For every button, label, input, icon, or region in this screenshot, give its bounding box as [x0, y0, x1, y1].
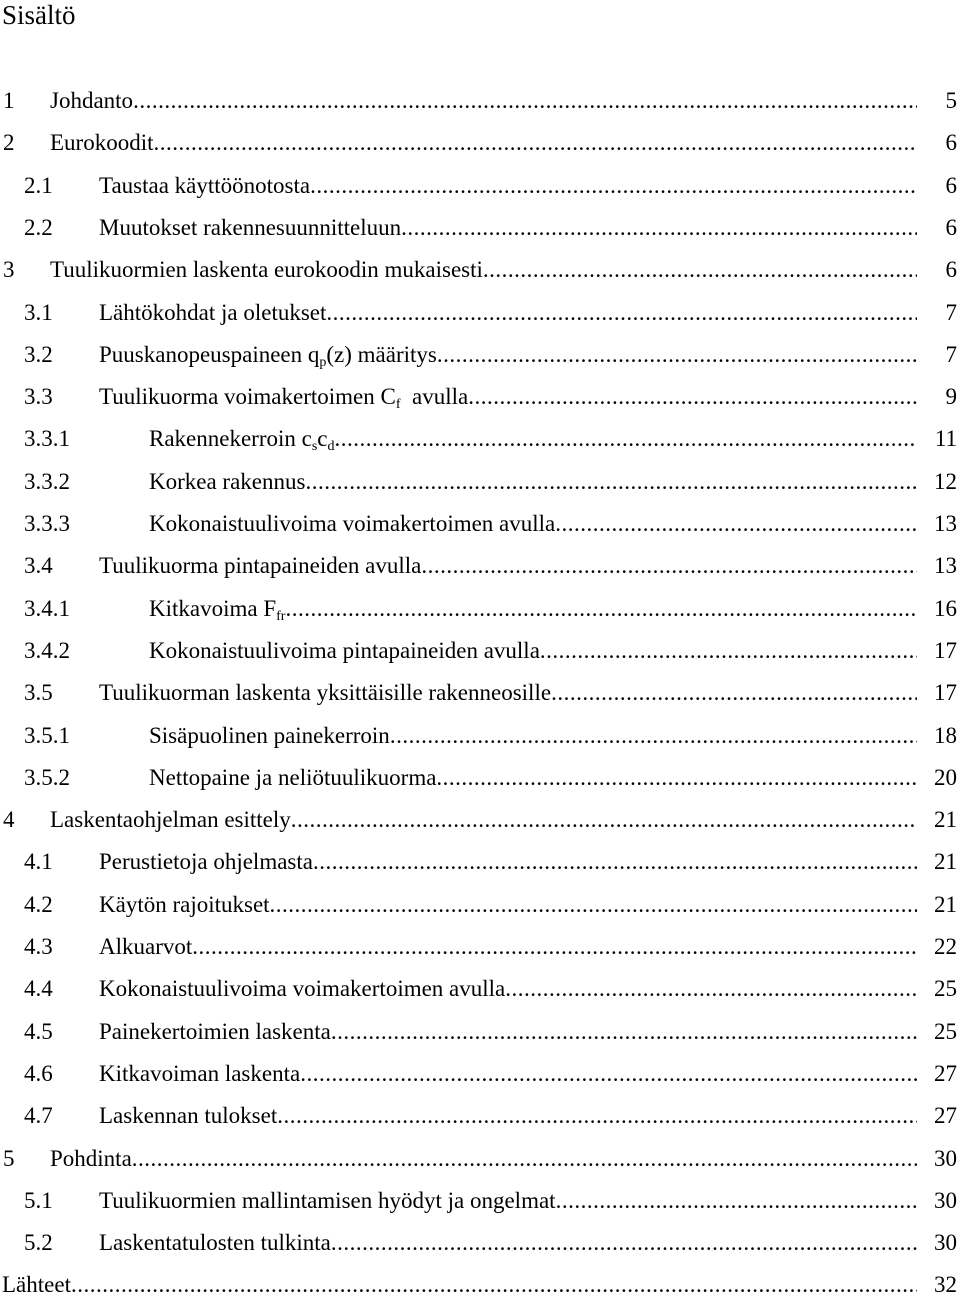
toc-entry-number: 3.3.1 [24, 426, 70, 451]
toc-entry-title-part: Rakennekerroin c [149, 426, 312, 451]
toc-entry[interactable] [0, 974, 957, 1004]
toc-entry-number: 3.4.1 [24, 596, 70, 621]
toc-entry-page-number: 21 [932, 890, 957, 920]
toc-entry-page-number: 25 [932, 974, 957, 1004]
toc-entry-page-number: 17 [932, 678, 957, 708]
toc-entry-number: 3 [3, 257, 15, 282]
toc-entry[interactable] [0, 255, 957, 285]
toc-entry[interactable] [0, 1059, 957, 1089]
toc-entry[interactable] [0, 1270, 957, 1300]
toc-entry-title: Nettopaine ja neliötuulikuorma ..... [149, 763, 917, 793]
toc-entry-title-part: c [317, 426, 328, 451]
toc-entry-number: 4.7 [24, 1103, 53, 1128]
toc-entry-title-subscript: s [311, 439, 318, 454]
toc-entry-number: 4.5 [24, 1019, 53, 1044]
toc-entry-title: Korkea rakennus ..... [149, 467, 917, 497]
toc-entry[interactable] [0, 721, 957, 751]
toc-entry-page-number: 16 [932, 594, 957, 624]
toc-entry-title: Kokonaistuulivoima voimakertoimen avulla ..... [149, 509, 917, 539]
toc-entry[interactable] [0, 551, 957, 581]
toc-entry-title: Laskennan tulokset ..... [99, 1101, 917, 1131]
toc-entry-title: Tuulikuormien mallintamisen hyödyt ja ongelmat ..... [99, 1186, 917, 1216]
toc-entry-title [99, 382, 917, 412]
toc-entry-number: 3.5.2 [24, 765, 70, 790]
toc-entry[interactable] [0, 424, 957, 454]
toc-entry-title: Käytön rajoitukset ..... [99, 890, 917, 920]
toc-entry-page-number: 25 [932, 1017, 957, 1047]
toc-entry-number: 2.1 [24, 173, 53, 198]
toc-entry-number: 3.3 [24, 384, 53, 409]
toc-entry-number: 3.4.2 [24, 638, 70, 663]
toc-entry-number: 2 [3, 130, 15, 155]
toc-entry-title: Tuulikuorman laskenta yksittäisille rakenneosille ..... [99, 678, 917, 708]
toc-entry-page-number: 22 [932, 932, 957, 962]
toc-entry-page-number: 7 [944, 298, 958, 328]
toc-entry-page-number: 30 [932, 1144, 957, 1174]
toc-entry-title: Taustaa käyttöönotosta ..... [99, 171, 917, 201]
toc-entry[interactable] [0, 382, 957, 412]
toc-entry-page-number: 27 [932, 1101, 957, 1131]
toc-entry-title: Perustietoja ohjelmasta ..... [99, 847, 917, 877]
toc-entry-page-number: 6 [944, 213, 958, 243]
toc-entry-title-subscript: p [319, 355, 327, 370]
toc-entry-number: 4.3 [24, 934, 53, 959]
toc-entry-page-number: 27 [932, 1059, 957, 1089]
toc-entry-number: 1 [3, 88, 15, 113]
toc-entry[interactable] [0, 1101, 957, 1131]
toc-entry-title: Lähtökohdat ja oletukset ..... [99, 298, 917, 328]
toc-entry-number: 2.2 [24, 215, 53, 240]
toc-entry-title: Tuulikuormien laskenta eurokoodin mukaisesti ..... [50, 255, 917, 285]
toc-entry[interactable] [0, 1186, 957, 1216]
toc-entry-number: 3.1 [24, 300, 53, 325]
toc-entry-number: 3.3.2 [24, 469, 70, 494]
toc-entry[interactable] [0, 128, 957, 158]
toc-entry-number: 3.5 [24, 680, 53, 705]
toc-entry-title-part: Kitkavoima F [149, 596, 277, 621]
toc-entry-number: 3.5.1 [24, 723, 70, 748]
toc-entry[interactable] [0, 805, 957, 835]
toc-entry-title-part: avulla [400, 384, 469, 409]
toc-entry-number: 5 [3, 1146, 15, 1171]
toc-entry-title: Tuulikuorma pintapaineiden avulla ..... [99, 551, 917, 581]
toc-entry[interactable] [0, 1144, 957, 1174]
toc-entry-page-number: 12 [932, 467, 957, 497]
toc-entry[interactable] [0, 932, 957, 962]
toc-entry-page-number: 6 [944, 171, 958, 201]
toc-entry-page-number: 13 [932, 551, 957, 581]
toc-entry[interactable] [0, 678, 957, 708]
toc-entry-page-number: 13 [932, 509, 957, 539]
toc-entry-number: 3.3.3 [24, 511, 70, 536]
toc-entry-title-part: (z) määritys [326, 342, 437, 367]
toc-entry-page-number: 30 [932, 1186, 957, 1216]
toc-entry[interactable] [0, 467, 957, 497]
toc-entry[interactable] [0, 1017, 957, 1047]
toc-entry-page-number: 6 [944, 255, 958, 285]
toc-entry[interactable] [0, 86, 957, 116]
toc-entry-number: 4 [3, 807, 15, 832]
toc-entry-number: 4.2 [24, 892, 53, 917]
toc-entry-page-number: 9 [944, 382, 958, 412]
toc-entry-number: 4.6 [24, 1061, 53, 1086]
toc-entry-number: 3.4 [24, 553, 53, 578]
toc-entry-title: Painekertoimien laskenta ..... [99, 1017, 917, 1047]
toc-entry-page-number: 7 [944, 340, 958, 370]
toc-entry-title-part: Tuulikuorma voimakertoimen C [99, 384, 396, 409]
toc-entry[interactable] [0, 213, 957, 243]
toc-entry-page-number: 32 [932, 1270, 957, 1300]
toc-title: Sisältö [2, 0, 76, 30]
toc-entry-title: Kokonaistuulivoima voimakertoimen avulla ..... [99, 974, 917, 1004]
toc-entry-title: Muutokset rakennesuunnitteluun ..... [99, 213, 917, 243]
toc-entry[interactable] [0, 763, 957, 793]
toc-entry[interactable] [0, 636, 957, 666]
toc-entry[interactable] [0, 1228, 957, 1258]
toc-entry-number: 4.4 [24, 976, 53, 1001]
toc-entry-page-number: 5 [944, 86, 958, 116]
toc-entry-title [149, 424, 917, 454]
toc-entry-title: Pohdinta ..... [50, 1144, 917, 1174]
toc-entry[interactable] [0, 509, 957, 539]
toc-entry[interactable] [0, 890, 957, 920]
toc-entry-number: 5.2 [24, 1230, 53, 1255]
toc-entry-number: 4.1 [24, 849, 53, 874]
toc-entry-page-number: 20 [932, 763, 957, 793]
toc-entry-title: Lähteet ..... [2, 1270, 917, 1300]
toc-entry-title: Kokonaistuulivoima pintapaineiden avulla ..... [149, 636, 917, 666]
toc-entry-title: Sisäpuolinen painekerroin ..... [149, 721, 917, 751]
toc-entry-title: Alkuarvot ..... [99, 932, 917, 962]
toc-entry-page-number: 6 [944, 128, 958, 158]
toc-entry-title: Kitkavoiman laskenta ..... [99, 1059, 917, 1089]
toc-entry-title: Laskentaohjelman esittely ..... [50, 805, 917, 835]
toc-entry[interactable] [0, 340, 957, 370]
toc-entry[interactable] [0, 847, 957, 877]
toc-entry-title [149, 594, 917, 624]
toc-entry-page-number: 21 [932, 847, 957, 877]
toc-entry[interactable] [0, 171, 957, 201]
toc-entry-page-number: 18 [932, 721, 957, 751]
toc-entry-title: Eurokoodit ..... [50, 128, 917, 158]
toc-entry[interactable] [0, 594, 957, 624]
toc-entry-title-subscript: fr [276, 609, 286, 624]
toc-entry-page-number: 11 [933, 424, 957, 454]
toc-entry-title-subscript: d [327, 439, 335, 454]
toc-entry-page-number: 17 [932, 636, 957, 666]
toc-entry-page-number: 21 [932, 805, 957, 835]
toc-entry-title [99, 340, 917, 370]
toc-entry-number: 5.1 [24, 1188, 53, 1213]
toc-entry-title-subscript: f [395, 397, 401, 412]
toc-entry-title: Johdanto ..... [50, 86, 917, 116]
toc-entry-title: Laskentatulosten tulkinta ..... [99, 1228, 917, 1258]
toc-entry[interactable] [0, 298, 957, 328]
toc-entry-number: 3.2 [24, 342, 53, 367]
toc-entry-page-number: 30 [932, 1228, 957, 1258]
toc-entry-title-part: Puuskanopeuspaineen q [99, 342, 320, 367]
